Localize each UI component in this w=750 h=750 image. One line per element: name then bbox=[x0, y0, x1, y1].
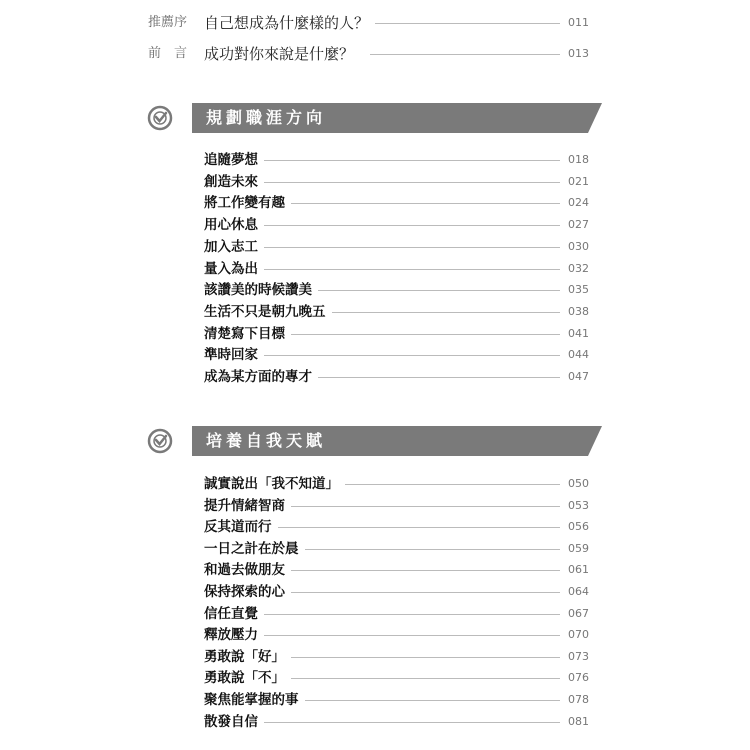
toc-item-title: 一日之計在於晨 bbox=[204, 538, 305, 560]
toc-item-row bbox=[0, 559, 750, 581]
page-number: 013 bbox=[568, 47, 589, 60]
leader-line bbox=[262, 700, 560, 701]
page-number: 059 bbox=[568, 541, 589, 555]
page-number: 041 bbox=[568, 326, 589, 340]
leader-line bbox=[262, 614, 560, 615]
preface-title: 成功對你來說是什麼？ bbox=[204, 43, 360, 65]
leader-line bbox=[262, 334, 560, 335]
page-number: 035 bbox=[568, 283, 589, 297]
toc-item-title: 保持探索的心 bbox=[204, 581, 291, 603]
toc-item-row bbox=[0, 366, 750, 388]
leader-line bbox=[262, 592, 560, 593]
leader-line bbox=[262, 722, 560, 723]
toc-preface-row bbox=[0, 12, 750, 34]
toc-item-row bbox=[0, 516, 750, 538]
toc-item-title: 將工作變有趣 bbox=[204, 192, 291, 214]
toc-item-row bbox=[0, 646, 750, 668]
toc-item-row bbox=[0, 711, 750, 733]
toc-item-title: 釋放壓力 bbox=[204, 624, 264, 646]
leader-line bbox=[262, 657, 560, 658]
toc-item-title: 誠實說出「我不知道」 bbox=[204, 473, 345, 495]
toc-item-row bbox=[0, 236, 750, 258]
preface-label: 前 言 bbox=[148, 46, 188, 61]
page-number: 030 bbox=[568, 239, 589, 253]
page-number: 044 bbox=[568, 348, 589, 362]
leader-line bbox=[262, 678, 560, 679]
page-number: 076 bbox=[568, 671, 589, 685]
check-circle-icon bbox=[148, 106, 172, 130]
page-number: 021 bbox=[568, 174, 589, 188]
page-number: 078 bbox=[568, 693, 589, 706]
toc-item-row bbox=[0, 624, 750, 646]
toc-item-row bbox=[0, 603, 750, 625]
leader-line bbox=[262, 355, 560, 356]
page-number: 064 bbox=[568, 585, 589, 598]
leader-line bbox=[262, 269, 560, 270]
toc-item-title: 聚焦能掌握的事 bbox=[204, 689, 305, 711]
toc-item-title: 提升情緒智商 bbox=[204, 495, 291, 517]
page-number: 038 bbox=[568, 304, 589, 318]
page-number: 047 bbox=[568, 370, 589, 383]
check-circle-icon bbox=[148, 429, 172, 453]
leader-line bbox=[262, 527, 560, 528]
toc-item-row bbox=[0, 538, 750, 560]
page-number: 050 bbox=[568, 477, 589, 490]
toc-item-title: 清楚寫下目標 bbox=[204, 323, 291, 345]
toc-item-row bbox=[0, 495, 750, 517]
preface-label: 推薦序 bbox=[148, 15, 188, 30]
toc-item-row bbox=[0, 301, 750, 323]
toc-item-title: 量入為出 bbox=[204, 258, 264, 280]
preface-title: 自己想成為什麼樣的人？ bbox=[204, 12, 375, 34]
page-number: 081 bbox=[568, 714, 589, 728]
leader-line bbox=[262, 225, 560, 226]
toc-item-row bbox=[0, 473, 750, 495]
toc-item-title: 勇敢說「不」 bbox=[204, 667, 291, 689]
leader-line bbox=[262, 549, 560, 550]
leader-line bbox=[262, 506, 560, 507]
leader-line bbox=[262, 570, 560, 571]
toc-item-row bbox=[0, 689, 750, 711]
toc-item-title: 和過去做朋友 bbox=[204, 559, 291, 581]
toc-item-title: 生活不只是朝九晚五 bbox=[204, 301, 332, 323]
toc-item-row bbox=[0, 149, 750, 171]
toc-item-row bbox=[0, 279, 750, 301]
page-number: 011 bbox=[568, 16, 589, 29]
toc-item-row bbox=[0, 192, 750, 214]
leader-line bbox=[262, 203, 560, 204]
toc-item-title: 勇敢說「好」 bbox=[204, 646, 291, 668]
toc-item-title: 反其道而行 bbox=[204, 516, 278, 538]
toc-item-title: 創造未來 bbox=[204, 171, 264, 193]
leader-line bbox=[262, 160, 560, 161]
leader-line bbox=[262, 247, 560, 248]
page-number: 067 bbox=[568, 606, 589, 620]
toc-item-title: 信任直覺 bbox=[204, 603, 264, 625]
toc-item-title: 散發自信 bbox=[204, 711, 264, 733]
page-number: 018 bbox=[568, 153, 589, 166]
toc-item-row bbox=[0, 258, 750, 280]
chapter-title: 規劃職涯方向 bbox=[206, 108, 327, 127]
toc-item-title: 追隨夢想 bbox=[204, 149, 264, 171]
leader-line bbox=[370, 23, 560, 24]
toc-item-row bbox=[0, 323, 750, 345]
toc-item-title: 準時回家 bbox=[204, 344, 264, 366]
toc-item-title: 加入志工 bbox=[204, 236, 264, 258]
toc-item-title: 用心休息 bbox=[204, 214, 264, 236]
toc-item-row bbox=[0, 581, 750, 603]
leader-line bbox=[262, 635, 560, 636]
toc-item-row bbox=[0, 344, 750, 366]
page-number: 056 bbox=[568, 520, 589, 534]
leader-line bbox=[262, 182, 560, 183]
page-number: 027 bbox=[568, 218, 589, 232]
page-number: 053 bbox=[568, 498, 589, 512]
chapter-header bbox=[144, 426, 602, 456]
toc-item-row bbox=[0, 667, 750, 689]
toc-item-row bbox=[0, 171, 750, 193]
toc-item-row bbox=[0, 214, 750, 236]
page-number: 073 bbox=[568, 649, 589, 663]
chapter-header bbox=[144, 103, 602, 133]
leader-line bbox=[370, 54, 560, 55]
chapter-title: 培養自我天賦 bbox=[206, 431, 327, 450]
toc-item-title: 成為某方面的專才 bbox=[204, 366, 318, 388]
page-number: 032 bbox=[568, 261, 589, 275]
page-number: 061 bbox=[568, 563, 589, 577]
toc-preface-row bbox=[0, 43, 750, 65]
page-number: 024 bbox=[568, 196, 589, 210]
page-number: 070 bbox=[568, 628, 589, 642]
toc-item-title: 該讚美的時候讚美 bbox=[204, 279, 318, 301]
